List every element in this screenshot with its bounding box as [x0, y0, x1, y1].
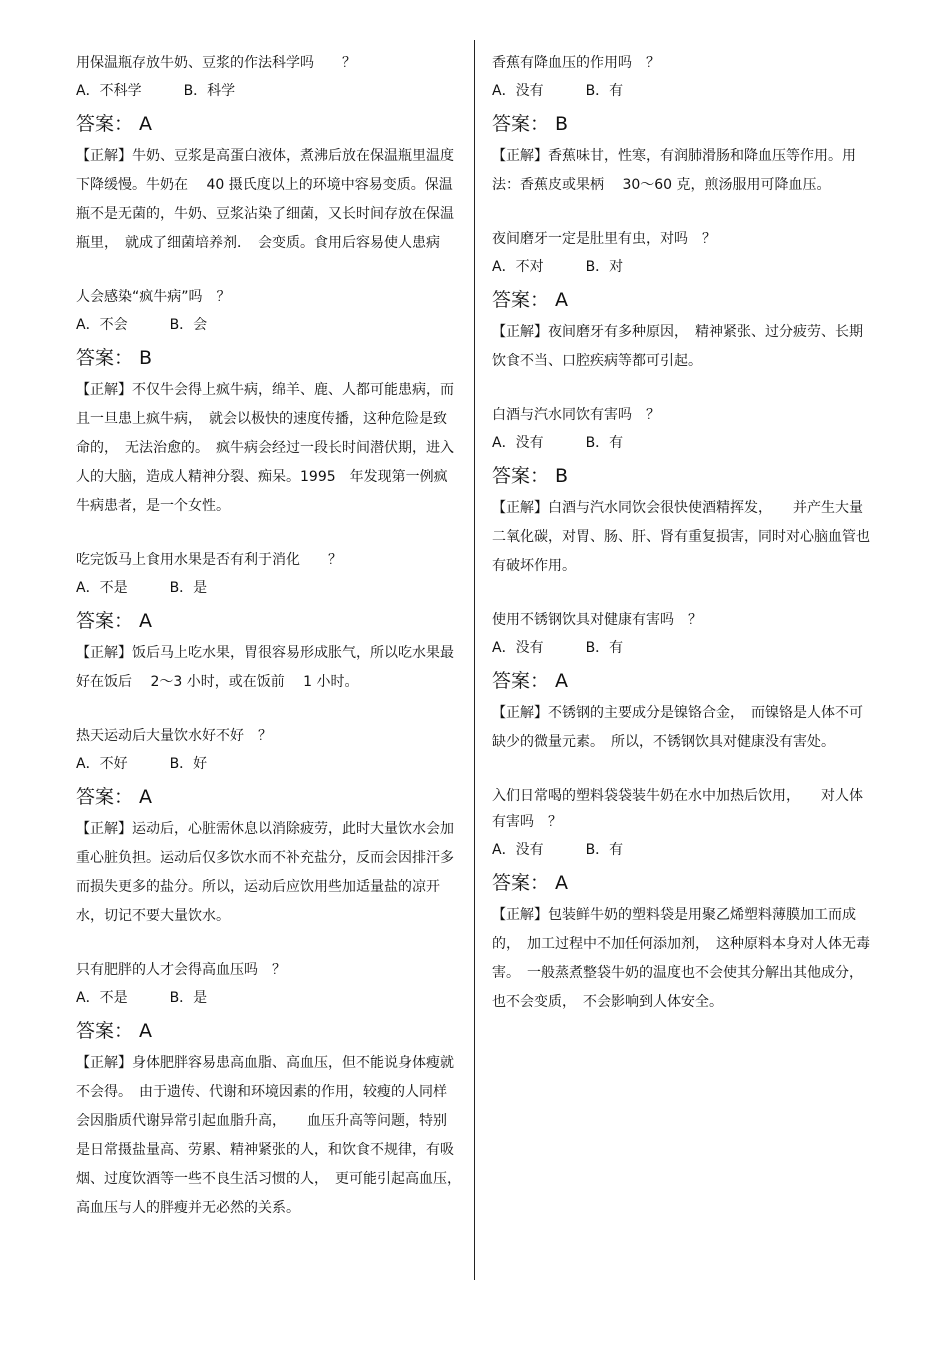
explanation-text: 【正解】包装鲜牛奶的塑料袋是用聚乙烯塑料薄膜加工而成的， 加工过程中不加任何添加剂， 这种原料本身对人体无毒害。 一般蒸煮整袋牛奶的温度也不会使其分解出其他成分， 也不会变质， 不会影响到人体安全。	[492, 907, 870, 1010]
question-text: 白酒与汽水同饮有害吗 ？	[492, 407, 660, 423]
answer-options: A．不是 B．是	[76, 990, 208, 1006]
answer-label: 答案： B	[492, 113, 569, 135]
explanation-text: 【正解】不锈钢的主要成分是镍铬合金， 而镍铬是人体不可缺少的微量元素。 所以，不锈钢饮具对健康没有害处。	[492, 705, 863, 750]
explanation-text: 【正解】白酒与汽水同饮会很快使酒精挥发， 并产生大量二氧化碳，对胃、肠、肝、肾有重复损害，同时对心脑血管也有破坏作用。	[492, 500, 870, 574]
question-text: 用保温瓶存放牛奶、豆浆的作法科学吗 ？	[76, 55, 356, 71]
explanation-text: 【正解】身体肥胖容易患高血脂、高血压，但不能说身体瘦就不会得。 由于遗传、代谢和环境因素的作用，较瘦的人同样会因脂质代谢异常引起血脂升高， 血压升高等问题，特别是日常摄盐量高、劳累、精神紧张的人，和饮食不规律，有吸烟、过度饮酒等一些不良生活习惯的人， 更可能引起高血压， 高血压与人的胖瘦并无必然的关系。	[76, 1055, 468, 1216]
left-column	[76, 50, 468, 1249]
qa-item	[76, 50, 460, 258]
qa-item	[492, 226, 876, 376]
answer-options: A．没有 B．有	[492, 435, 624, 451]
answer-label: 答案： A	[492, 670, 569, 692]
qa-item	[76, 723, 460, 931]
explanation-text: 【正解】夜间磨牙有多种原因， 精神紧张、过分疲劳、长期饮食不当、口腔疾病等都可引起。	[492, 324, 863, 369]
qa-item	[492, 607, 876, 757]
qa-item	[76, 957, 468, 1223]
question-text: 热天运动后大量饮水好不好 ？	[76, 728, 272, 744]
answer-options: A．不是 B．是	[76, 580, 208, 596]
column-divider	[474, 40, 475, 1280]
answer-options: A．不会 B．会	[76, 317, 208, 333]
question-text: 夜间磨牙一定是肚里有虫，对吗 ？	[492, 231, 716, 247]
answer-label: 答案： A	[492, 289, 569, 311]
question-text: 香蕉有降血压的作用吗 ？	[492, 55, 660, 71]
answer-options: A．不对 B．对	[492, 259, 624, 275]
answer-options: A．不科学 B．科学	[76, 83, 236, 99]
answer-options: A．不好 B．好	[76, 756, 208, 772]
qa-item	[492, 50, 876, 200]
answer-label: 答案： B	[492, 465, 569, 487]
question-text: 使用不锈钢饮具对健康有害吗 ？	[492, 612, 702, 628]
answer-label: 答案： A	[76, 113, 153, 135]
explanation-text: 【正解】香蕉味甘，性寒，有润肺滑肠和降血压等作用。用法：香蕉皮或果柄 30～60 克，煎汤服用可降血压。	[492, 148, 856, 193]
question-text: 人会感染“疯牛病”吗 ？	[76, 289, 231, 305]
answer-options: A．没有 B．有	[492, 640, 624, 656]
explanation-text: 【正解】牛奶、豆浆是高蛋白液体，煮沸后放在保温瓶里温度下降缓慢。牛奶在 40 摄氏度以上的环境中容易变质。保温瓶不是无菌的，牛奶、豆浆沾染了细菌，又长时间存放在保温瓶里， 就成了细菌培养剂． 会变质。食用后容易使人患病	[76, 148, 454, 251]
question-text: 只有肥胖的人才会得高血压吗 ？	[76, 962, 286, 978]
answer-label: 答案： B	[76, 347, 153, 369]
answer-options: A．没有 B．有	[492, 83, 624, 99]
qa-item	[76, 284, 460, 521]
explanation-text: 【正解】饭后马上吃水果，胃很容易形成胀气，所以吃水果最好在饭后 2～3 小时，或在饭前 1 小时。	[76, 645, 454, 690]
right-column	[492, 50, 876, 1043]
qa-item	[76, 547, 460, 697]
answer-label: 答案： A	[76, 1020, 153, 1042]
explanation-text: 【正解】不仅牛会得上疯牛病，绵羊、鹿、人都可能患病，而且一旦患上疯牛病， 就会以极快的速度传播，这种危险是致命的， 无法治愈的。 疯牛病会经过一段长时间潜伏期，进入人的大脑，造成人精神分裂、痴呆。1995 年发现第一例疯牛病患者，是一个女性。	[76, 382, 454, 514]
answer-label: 答案： A	[492, 872, 569, 894]
answer-options: A．没有 B．有	[492, 842, 624, 858]
question-text: 入们日常喝的塑料袋袋装牛奶在水中加热后饮用， 对人体有害吗 ？	[492, 788, 863, 830]
qa-item	[492, 402, 876, 581]
answer-label: 答案： A	[76, 786, 153, 808]
qa-item	[492, 783, 876, 1017]
answer-label: 答案： A	[76, 610, 153, 632]
question-text: 吃完饭马上食用水果是否有利于消化 ？	[76, 552, 342, 568]
explanation-text: 【正解】运动后，心脏需休息以消除疲劳，此时大量饮水会加重心脏负担。运动后仅多饮水而不补充盐分，反而会因排汗多而损失更多的盐分。所以，运动后应饮用些加适量盐的凉开水，切记不要大量饮水。	[76, 821, 454, 924]
